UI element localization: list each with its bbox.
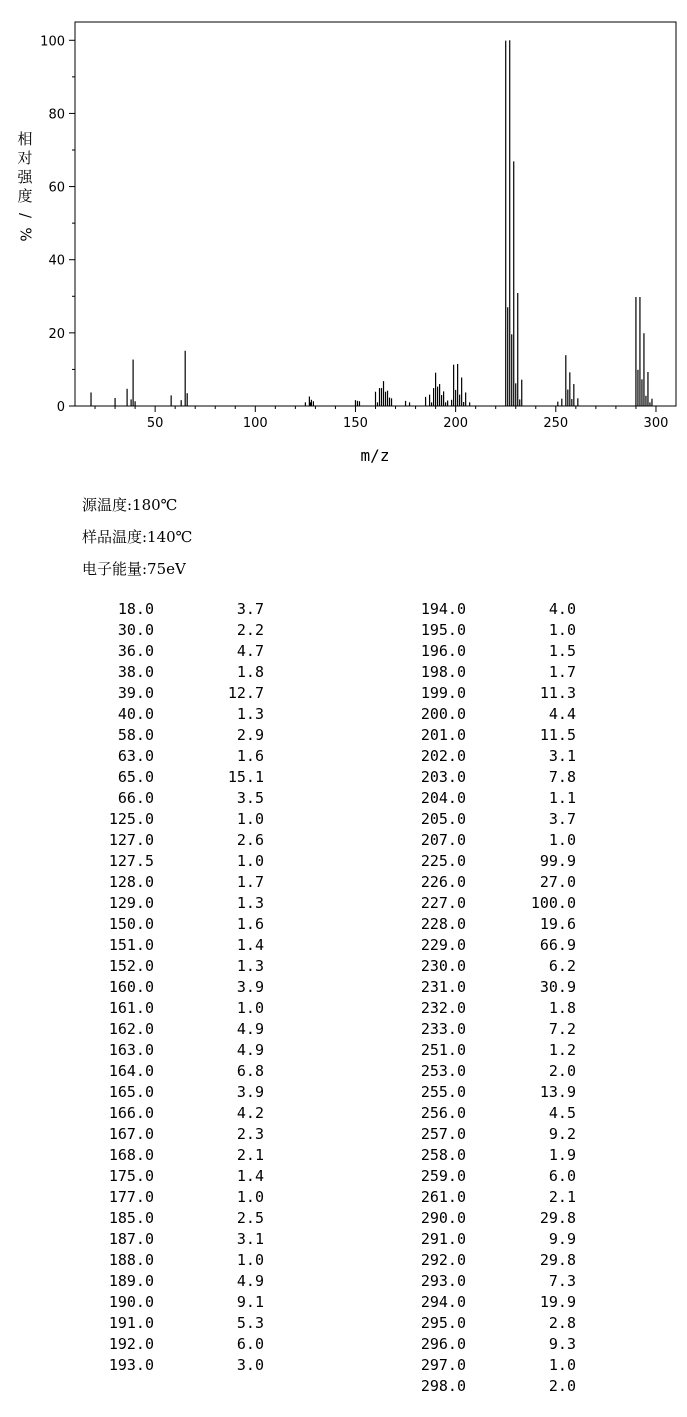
- mz-value: 298.0: [420, 1377, 466, 1395]
- mz-value: 167.0: [108, 1125, 154, 1143]
- mz-value: 195.0: [420, 621, 466, 639]
- intensity-value: 1.0: [236, 852, 264, 870]
- intensity-value: 2.0: [548, 1377, 576, 1395]
- mz-value: 229.0: [420, 936, 466, 954]
- mz-value: 187.0: [108, 1230, 154, 1248]
- intensity-value: 2.3: [236, 1125, 264, 1143]
- mz-value: 200.0: [420, 705, 466, 723]
- mz-value: 228.0: [420, 915, 466, 933]
- spectrum-peaks: [91, 40, 652, 406]
- intensity-value: 29.8: [539, 1251, 576, 1269]
- mz-value: 160.0: [108, 978, 154, 996]
- intensity-value: 3.9: [236, 978, 264, 996]
- y-tick-label: 80: [48, 107, 65, 123]
- intensity-value: 3.0: [236, 1356, 264, 1374]
- intensity-value: 1.6: [236, 915, 264, 933]
- electron-energy: 电子能量:75eV: [82, 560, 186, 578]
- intensity-value: 1.0: [236, 1188, 264, 1206]
- mz-value: 65.0: [117, 768, 154, 786]
- intensity-value: 1.8: [236, 663, 264, 681]
- mz-value: 40.0: [117, 705, 154, 723]
- mz-value: 295.0: [420, 1314, 466, 1332]
- intensity-value: 7.8: [548, 768, 576, 786]
- x-axis-ticks: [95, 406, 668, 431]
- intensity-value: 19.9: [539, 1293, 576, 1311]
- mz-value: 227.0: [420, 894, 466, 912]
- mz-value: 261.0: [420, 1188, 466, 1206]
- intensity-value: 3.7: [236, 600, 264, 618]
- mz-value: 193.0: [108, 1356, 154, 1374]
- x-axis-label: m/z: [360, 446, 390, 465]
- sample-temperature: 样品温度:140℃: [82, 528, 193, 546]
- intensity-value: 9.3: [548, 1335, 576, 1353]
- mz-value: 189.0: [108, 1272, 154, 1290]
- mz-value: 205.0: [420, 810, 466, 828]
- y-axis-label: [14, 130, 36, 244]
- intensity-value: 29.8: [539, 1209, 576, 1227]
- intensity-value: 1.0: [236, 810, 264, 828]
- intensity-value: 1.3: [236, 705, 264, 723]
- y-tick-label: 40: [48, 253, 65, 269]
- intensity-value: 1.0: [548, 1356, 576, 1374]
- y-axis-ticks: [40, 34, 75, 415]
- mz-value: 201.0: [420, 726, 466, 744]
- intensity-value: 27.0: [539, 873, 576, 891]
- x-tick-label: 50: [146, 416, 164, 431]
- intensity-value: 13.9: [539, 1083, 576, 1101]
- mz-value: 253.0: [420, 1062, 466, 1080]
- intensity-value: 30.9: [539, 978, 576, 996]
- intensity-value: 4.7: [236, 642, 264, 660]
- intensity-value: 99.9: [539, 852, 576, 870]
- mz-value: 36.0: [117, 642, 154, 660]
- mz-value: 177.0: [108, 1188, 154, 1206]
- mz-value: 127.5: [108, 852, 154, 870]
- mz-value: 38.0: [117, 663, 154, 681]
- mz-value: 294.0: [420, 1293, 466, 1311]
- intensity-value: 2.8: [548, 1314, 576, 1332]
- intensity-value: 1.7: [236, 873, 264, 891]
- mz-value: 258.0: [420, 1146, 466, 1164]
- intensity-value: 3.1: [548, 747, 576, 765]
- mz-value: 256.0: [420, 1104, 466, 1122]
- intensity-value: 2.0: [548, 1062, 576, 1080]
- y-tick-label: 0: [56, 400, 65, 415]
- intensity-value: 4.2: [236, 1104, 264, 1122]
- intensity-value: 9.9: [548, 1230, 576, 1248]
- mz-value: 296.0: [420, 1335, 466, 1353]
- mz-value: 163.0: [108, 1041, 154, 1059]
- mz-value: 66.0: [117, 789, 154, 807]
- mz-value: 127.0: [108, 831, 154, 849]
- mz-value: 63.0: [117, 747, 154, 765]
- mz-value: 129.0: [108, 894, 154, 912]
- mz-value: 39.0: [117, 684, 154, 702]
- intensity-value: 2.5: [236, 1209, 264, 1227]
- mz-value: 232.0: [420, 999, 466, 1017]
- intensity-value: 4.0: [548, 600, 576, 618]
- mz-value: 259.0: [420, 1167, 466, 1185]
- intensity-value: 9.1: [236, 1293, 264, 1311]
- intensity-value: 4.9: [236, 1020, 264, 1038]
- mz-value: 185.0: [108, 1209, 154, 1227]
- intensity-value: 3.9: [236, 1083, 264, 1101]
- mz-value: 226.0: [420, 873, 466, 891]
- mz-value: 203.0: [420, 768, 466, 786]
- intensity-value: 5.3: [236, 1314, 264, 1332]
- x-tick-label: 100: [242, 416, 268, 431]
- y-axis-label-char: 对: [17, 149, 33, 167]
- intensity-value: 7.2: [548, 1020, 576, 1038]
- y-tick-label: 100: [40, 34, 65, 50]
- mz-value: 166.0: [108, 1104, 154, 1122]
- intensity-value: 2.2: [236, 621, 264, 639]
- mz-value: 30.0: [117, 621, 154, 639]
- mz-value: 128.0: [108, 873, 154, 891]
- mz-value: 190.0: [108, 1293, 154, 1311]
- mz-value: 198.0: [420, 663, 466, 681]
- intensity-value: 3.1: [236, 1230, 264, 1248]
- mz-value: 207.0: [420, 831, 466, 849]
- intensity-value: 4.5: [548, 1104, 576, 1122]
- intensity-value: 11.3: [539, 684, 576, 702]
- intensity-value: 1.6: [236, 747, 264, 765]
- intensity-value: 1.0: [236, 999, 264, 1017]
- intensity-value: 2.1: [236, 1146, 264, 1164]
- intensity-value: 66.9: [539, 936, 576, 954]
- mz-value: 257.0: [420, 1125, 466, 1143]
- intensity-value: 1.5: [548, 642, 576, 660]
- mz-value: 168.0: [108, 1146, 154, 1164]
- intensity-value: 1.3: [236, 894, 264, 912]
- mz-value: 251.0: [420, 1041, 466, 1059]
- source-temperature: 源温度:180℃: [82, 496, 178, 514]
- intensity-value: 2.9: [236, 726, 264, 744]
- mz-value: 231.0: [420, 978, 466, 996]
- intensity-value: 1.9: [548, 1146, 576, 1164]
- mz-value: 162.0: [108, 1020, 154, 1038]
- mz-value: 151.0: [108, 936, 154, 954]
- intensity-value: 1.7: [548, 663, 576, 681]
- x-tick-label: 200: [443, 416, 469, 431]
- x-tick-label: 150: [343, 416, 368, 431]
- intensity-value: 7.3: [548, 1272, 576, 1290]
- x-tick-label: 250: [543, 416, 569, 431]
- intensity-value: 4.9: [236, 1272, 264, 1290]
- mz-value: 18.0: [117, 600, 154, 618]
- mz-value: 152.0: [108, 957, 154, 975]
- y-tick-label: 20: [48, 326, 65, 342]
- mz-value: 199.0: [420, 684, 466, 702]
- mz-value: 196.0: [420, 642, 466, 660]
- intensity-value: 4.4: [548, 705, 576, 723]
- intensity-value: 3.5: [236, 789, 264, 807]
- mz-value: 230.0: [420, 957, 466, 975]
- mz-value: 225.0: [420, 852, 466, 870]
- mz-value: 290.0: [420, 1209, 466, 1227]
- mz-value: 192.0: [108, 1335, 154, 1353]
- intensity-value: 1.8: [548, 999, 576, 1017]
- intensity-value: 1.4: [236, 1167, 264, 1185]
- mz-value: 204.0: [420, 789, 466, 807]
- mz-value: 255.0: [420, 1083, 466, 1101]
- mz-value: 202.0: [420, 747, 466, 765]
- intensity-value: 1.4: [236, 936, 264, 954]
- intensity-value: 6.8: [236, 1062, 264, 1080]
- intensity-value: 4.9: [236, 1041, 264, 1059]
- intensity-value: 1.1: [548, 789, 576, 807]
- intensity-value: 1.0: [548, 621, 576, 639]
- intensity-value: 3.7: [548, 810, 576, 828]
- intensity-value: 19.6: [539, 915, 576, 933]
- intensity-value: 9.2: [548, 1125, 576, 1143]
- intensity-value: 11.5: [539, 726, 576, 744]
- plot-frame: [75, 22, 676, 406]
- mz-value: 191.0: [108, 1314, 154, 1332]
- x-tick-label: 300: [643, 416, 669, 431]
- mz-value: 233.0: [420, 1020, 466, 1038]
- y-tick-label: 60: [48, 180, 65, 196]
- mz-value: 293.0: [420, 1272, 466, 1290]
- intensity-value: 100.0: [530, 894, 576, 912]
- mz-value: 175.0: [108, 1167, 154, 1185]
- intensity-value: 12.7: [227, 684, 264, 702]
- intensity-value: 6.2: [548, 957, 576, 975]
- mz-value: 297.0: [420, 1356, 466, 1374]
- y-axis-label-char: %: [16, 227, 35, 242]
- mz-value: 291.0: [420, 1230, 466, 1248]
- intensity-value: 1.3: [236, 957, 264, 975]
- intensity-value: 1.2: [548, 1041, 576, 1059]
- mz-value: 58.0: [117, 726, 154, 744]
- mz-value: 194.0: [420, 600, 466, 618]
- mz-value: 150.0: [108, 915, 154, 933]
- intensity-value: 2.1: [548, 1188, 576, 1206]
- y-axis-label-char: 相: [17, 130, 33, 148]
- intensity-value: 1.0: [236, 1251, 264, 1269]
- mz-value: 161.0: [108, 999, 154, 1017]
- mz-value: 125.0: [108, 810, 154, 828]
- mz-value: 164.0: [108, 1062, 154, 1080]
- mz-value: 165.0: [108, 1083, 154, 1101]
- y-axis-label-char: 度: [17, 187, 33, 205]
- intensity-value: 6.0: [236, 1335, 264, 1353]
- intensity-value: 6.0: [548, 1167, 576, 1185]
- y-axis-label-char: /: [16, 212, 35, 219]
- intensity-value: 15.1: [227, 768, 264, 786]
- mz-value: 188.0: [108, 1251, 154, 1269]
- mz-value: 292.0: [420, 1251, 466, 1269]
- intensity-value: 2.6: [236, 831, 264, 849]
- intensity-value: 1.0: [548, 831, 576, 849]
- y-axis-label-char: 强: [17, 168, 33, 186]
- mass-spectrum-chart: [0, 0, 687, 470]
